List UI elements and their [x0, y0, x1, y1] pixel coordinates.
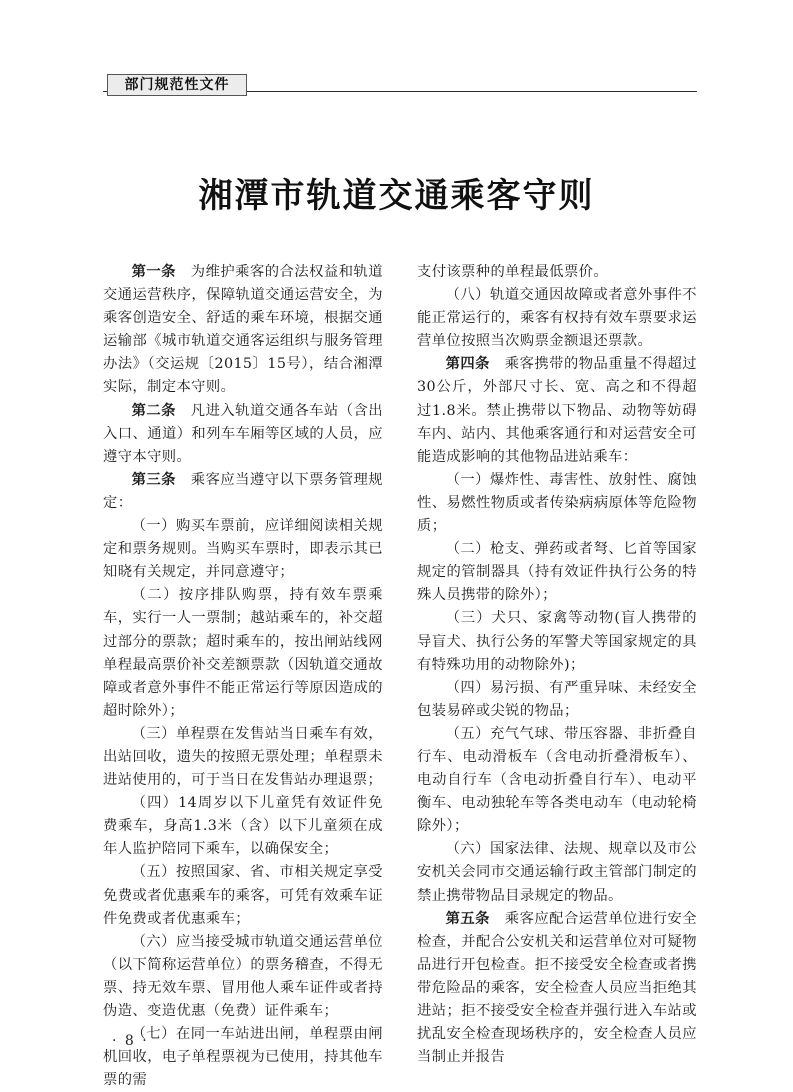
- paragraph-text: 凡进入轨道交通各车站（含出入口、通道）和列车车厢等区域的人员，应遵守本守则。: [103, 402, 383, 465]
- paragraph-text: 乘客应当遵守以下票务管理规定：: [103, 471, 383, 511]
- paragraph: [103, 261, 383, 400]
- article-number: 第五条: [445, 910, 490, 927]
- paragraph: [103, 469, 383, 515]
- paragraph: [103, 584, 383, 723]
- article-number: 第二条: [131, 402, 176, 419]
- paragraph-text: （五）按照国家、省、市相关规定享受免费或者优惠乘车的乘客，可凭有效乘车证件免费或者优惠乘车；: [103, 864, 383, 927]
- paragraph-text: （一）爆炸性、毒害性、放射性、腐蚀性、易燃性物质或者传染病病原体等危险物质；: [417, 471, 697, 535]
- paragraph: [417, 538, 697, 607]
- paragraph-text: （二）按序排队购票，持有效车票乘车，实行一人一票制；越站乘车的，补交超过部分的票款；超时乘车的，按出闸站线网单程最高票价补交差额票款（因轨道交通故障或者意外事件不能正常运行等原因造成的超时除外）；: [103, 587, 383, 719]
- section-label: 部门规范性文件: [107, 74, 247, 96]
- paragraph: [103, 400, 383, 469]
- paragraph-text: （一）购买车票前，应详细阅读相关规定和票务规则。当购买车票时，即表示其已知晓有关规定，并同意遵守；: [103, 518, 383, 581]
- paragraph: [417, 261, 697, 284]
- paragraph: [103, 515, 383, 584]
- paragraph: [417, 723, 697, 838]
- paragraph-text: （六）国家法律、法规、规章以及市公安机关会同市交通运输行政主管部门制定的禁止携带物品目录规定的物品。: [417, 841, 697, 904]
- paragraph: [103, 861, 383, 930]
- article-number: 第四条: [445, 356, 490, 373]
- paragraph-text: 为维护乘客的合法权益和轨道交通运营秩序，保障轨道交通运营安全，为乘客创造安全、舒适的乘车环境，根据交通运输部《城市轨道交通客运组织与服务管理办法》（交运规〔2015〕15号），结合湘潭实际，制定本守则。: [103, 264, 383, 396]
- paragraph-text: 支付该票种的单程最低票价。: [417, 264, 609, 280]
- paragraph: [417, 677, 697, 723]
- paragraph-text: （三）犬只、家禽等动物(盲人携带的导盲犬、执行公务的军警犬等国家规定的具有特殊功用的动物除外)；: [417, 610, 697, 673]
- page-title: 湘潭市轨道交通乘客守则: [198, 176, 595, 216]
- paragraph: [417, 469, 697, 538]
- paragraph: [417, 838, 697, 907]
- paragraph-text: （八）轨道交通因故障或者意外事件不能正常运行的，乘客有权持有效车票要求运营单位按照当次购票金额退还票款。: [417, 287, 697, 350]
- page-number: · 8 ·: [112, 1033, 149, 1049]
- article-number: 第一条: [131, 264, 176, 280]
- paragraph-text: 乘客携带的物品重量不得超过30公斤，外部尺寸长、宽、高之和不得超过1.8米。禁止携带以下物品、动物等妨碍车内、站内、其他乘客通行和对运营安全可能造成影响的其他物品进站乘车：: [417, 356, 697, 465]
- paragraph: [417, 908, 697, 1070]
- paragraph: [417, 607, 697, 676]
- paragraph: [103, 931, 383, 1023]
- paragraph: [103, 792, 383, 861]
- paragraph-text: （七）在同一车站进出闸，单程票由闸机回收，电子单程票视为已使用，持其他车票的需: [103, 1026, 383, 1089]
- paragraph: [417, 284, 697, 353]
- article-number: 第三条: [131, 471, 176, 488]
- paragraph-text: （六）应当接受城市轨道交通运营单位（以下简称运营单位）的票务稽查，不得无票、持无效车票、冒用他人乘车证件或者持伪造、变造优惠（免费）证件乘车；: [103, 933, 383, 1019]
- paragraph-text: （四）14周岁以下儿童凭有效证件免费乘车，身高1.3米（含）以下儿童须在成年人监护陪同下乘车，以确保安全；: [103, 795, 383, 858]
- paragraph-text: （三）单程票在发售站当日乘车有效，出站回收，遗失的按照无票处理；单程票未进站使用的，可于当日在发售站办理退票；: [103, 725, 383, 789]
- right-column: [417, 261, 697, 1069]
- paragraph-text: （二）枪支、弹药或者弩、匕首等国家规定的管制器具（持有效证件执行公务的特殊人员携带的除外）；: [417, 541, 697, 604]
- paragraph: [103, 723, 383, 792]
- paragraph-text: 乘客应配合运营单位进行安全检查，并配合公安机关和运营单位对可疑物品进行开包检查。拒不接受安全检查或者携带危险品的乘客，安全检查人员应当拒绝其进站；拒不接受安全检查并强行进入车站或扰乱安全检查现场秩序的，安全检查人员应当制止并报告: [417, 910, 697, 1066]
- paragraph-text: （五）充气气球、带压容器、非折叠自行车、电动滑板车（含电动折叠滑板车）、电动自行车（含电动折叠自行车）、电动平衡车、电动独轮车等各类电动车（电动轮椅除外）；: [417, 725, 697, 835]
- left-column: [103, 261, 383, 1092]
- paragraph-text: （四）易污损、有严重异味、未经安全包装易碎或尖锐的物品；: [417, 679, 697, 719]
- paragraph: [417, 353, 697, 468]
